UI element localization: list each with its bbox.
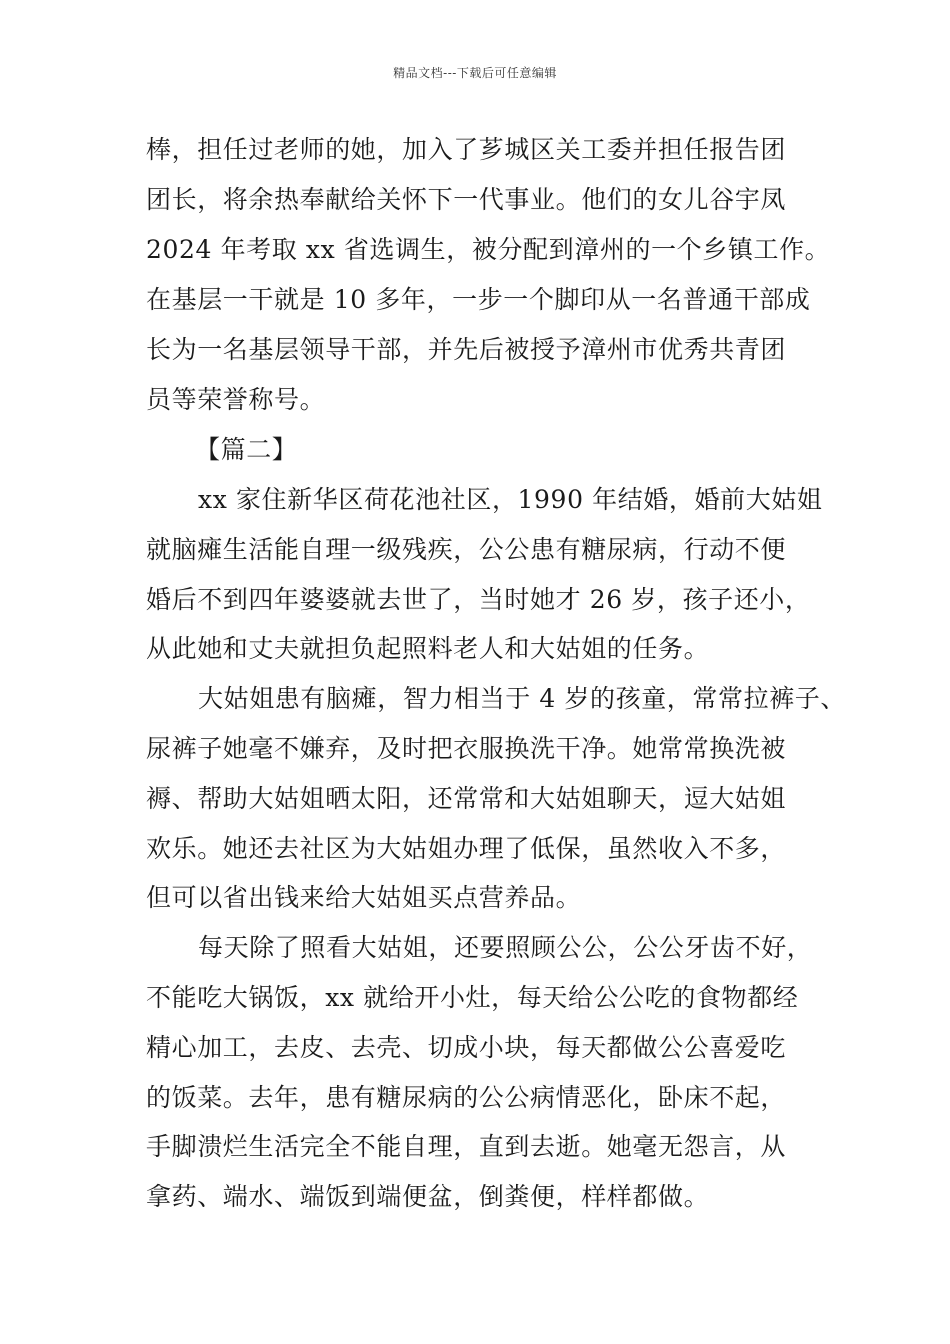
text-line: 从此她和丈夫就担负起照料老人和大姑姐的任务。 xyxy=(146,634,710,663)
text-line: 长为一名基层领导干部，并先后被授予漳州市优秀共青团 xyxy=(146,335,787,364)
text-line: 尿裤子她毫不嫌弃，及时把衣服换洗干净。她常常换洗被 xyxy=(146,734,787,763)
text-line: 2024 年考取 xx 省选调生，被分配到漳州的一个乡镇工作。 xyxy=(146,235,831,264)
text-line: 手脚溃烂生活完全不能自理，直到去逝。她毫无怨言，从 xyxy=(146,1132,787,1161)
text-line: 大姑姐患有脑瘫，智力相当于 4 岁的孩童，常常拉裤子、 xyxy=(198,684,847,713)
text-line: 欢乐。她还去社区为大姑姐办理了低保，虽然收入不多， xyxy=(146,834,787,863)
text-line: 拿药、端水、端饭到端便盆，倒粪便，样样都做。 xyxy=(146,1182,710,1211)
text-line: 婚后不到四年婆婆就去世了，当时她才 26 岁，孩子还小， xyxy=(146,585,811,614)
text-line: 精心加工，去皮、去壳、切成小块，每天都做公公喜爱吃 xyxy=(146,1033,787,1062)
text-line: 棒，担任过老师的她，加入了芗城区关工委并担任报告团 xyxy=(146,135,787,164)
text-line: 在基层一干就是 10 多年，一步一个脚印从一名普通干部成 xyxy=(146,285,811,314)
section-heading: 【篇二】 xyxy=(195,435,298,464)
text-line: 的饭菜。去年，患有糖尿病的公公病情恶化，卧床不起， xyxy=(146,1083,787,1112)
text-line: 褥、帮助大姑姐晒太阳，还常常和大姑姐聊天，逗大姑姐 xyxy=(146,784,787,813)
text-line: 员等荣誉称号。 xyxy=(146,385,326,414)
page-header: 精品文档---下载后可任意编辑 xyxy=(393,66,557,80)
text-line: 每天除了照看大姑姐，还要照顾公公，公公牙齿不好， xyxy=(198,933,813,962)
text-line: 不能吃大锅饭，xx 就给开小灶，每天给公公吃的食物都经 xyxy=(146,983,799,1012)
text-line: 团长，将余热奉献给关怀下一代事业。他们的女儿谷宇凤 xyxy=(146,185,787,214)
text-line: 但可以省出钱来给大姑姐买点营养品。 xyxy=(146,883,582,912)
text-line: 就脑瘫生活能自理一级残疾，公公患有糖尿病，行动不便 xyxy=(146,535,787,564)
text-line: xx 家住新华区荷花池社区，1990 年结婚，婚前大姑姐 xyxy=(198,485,823,514)
